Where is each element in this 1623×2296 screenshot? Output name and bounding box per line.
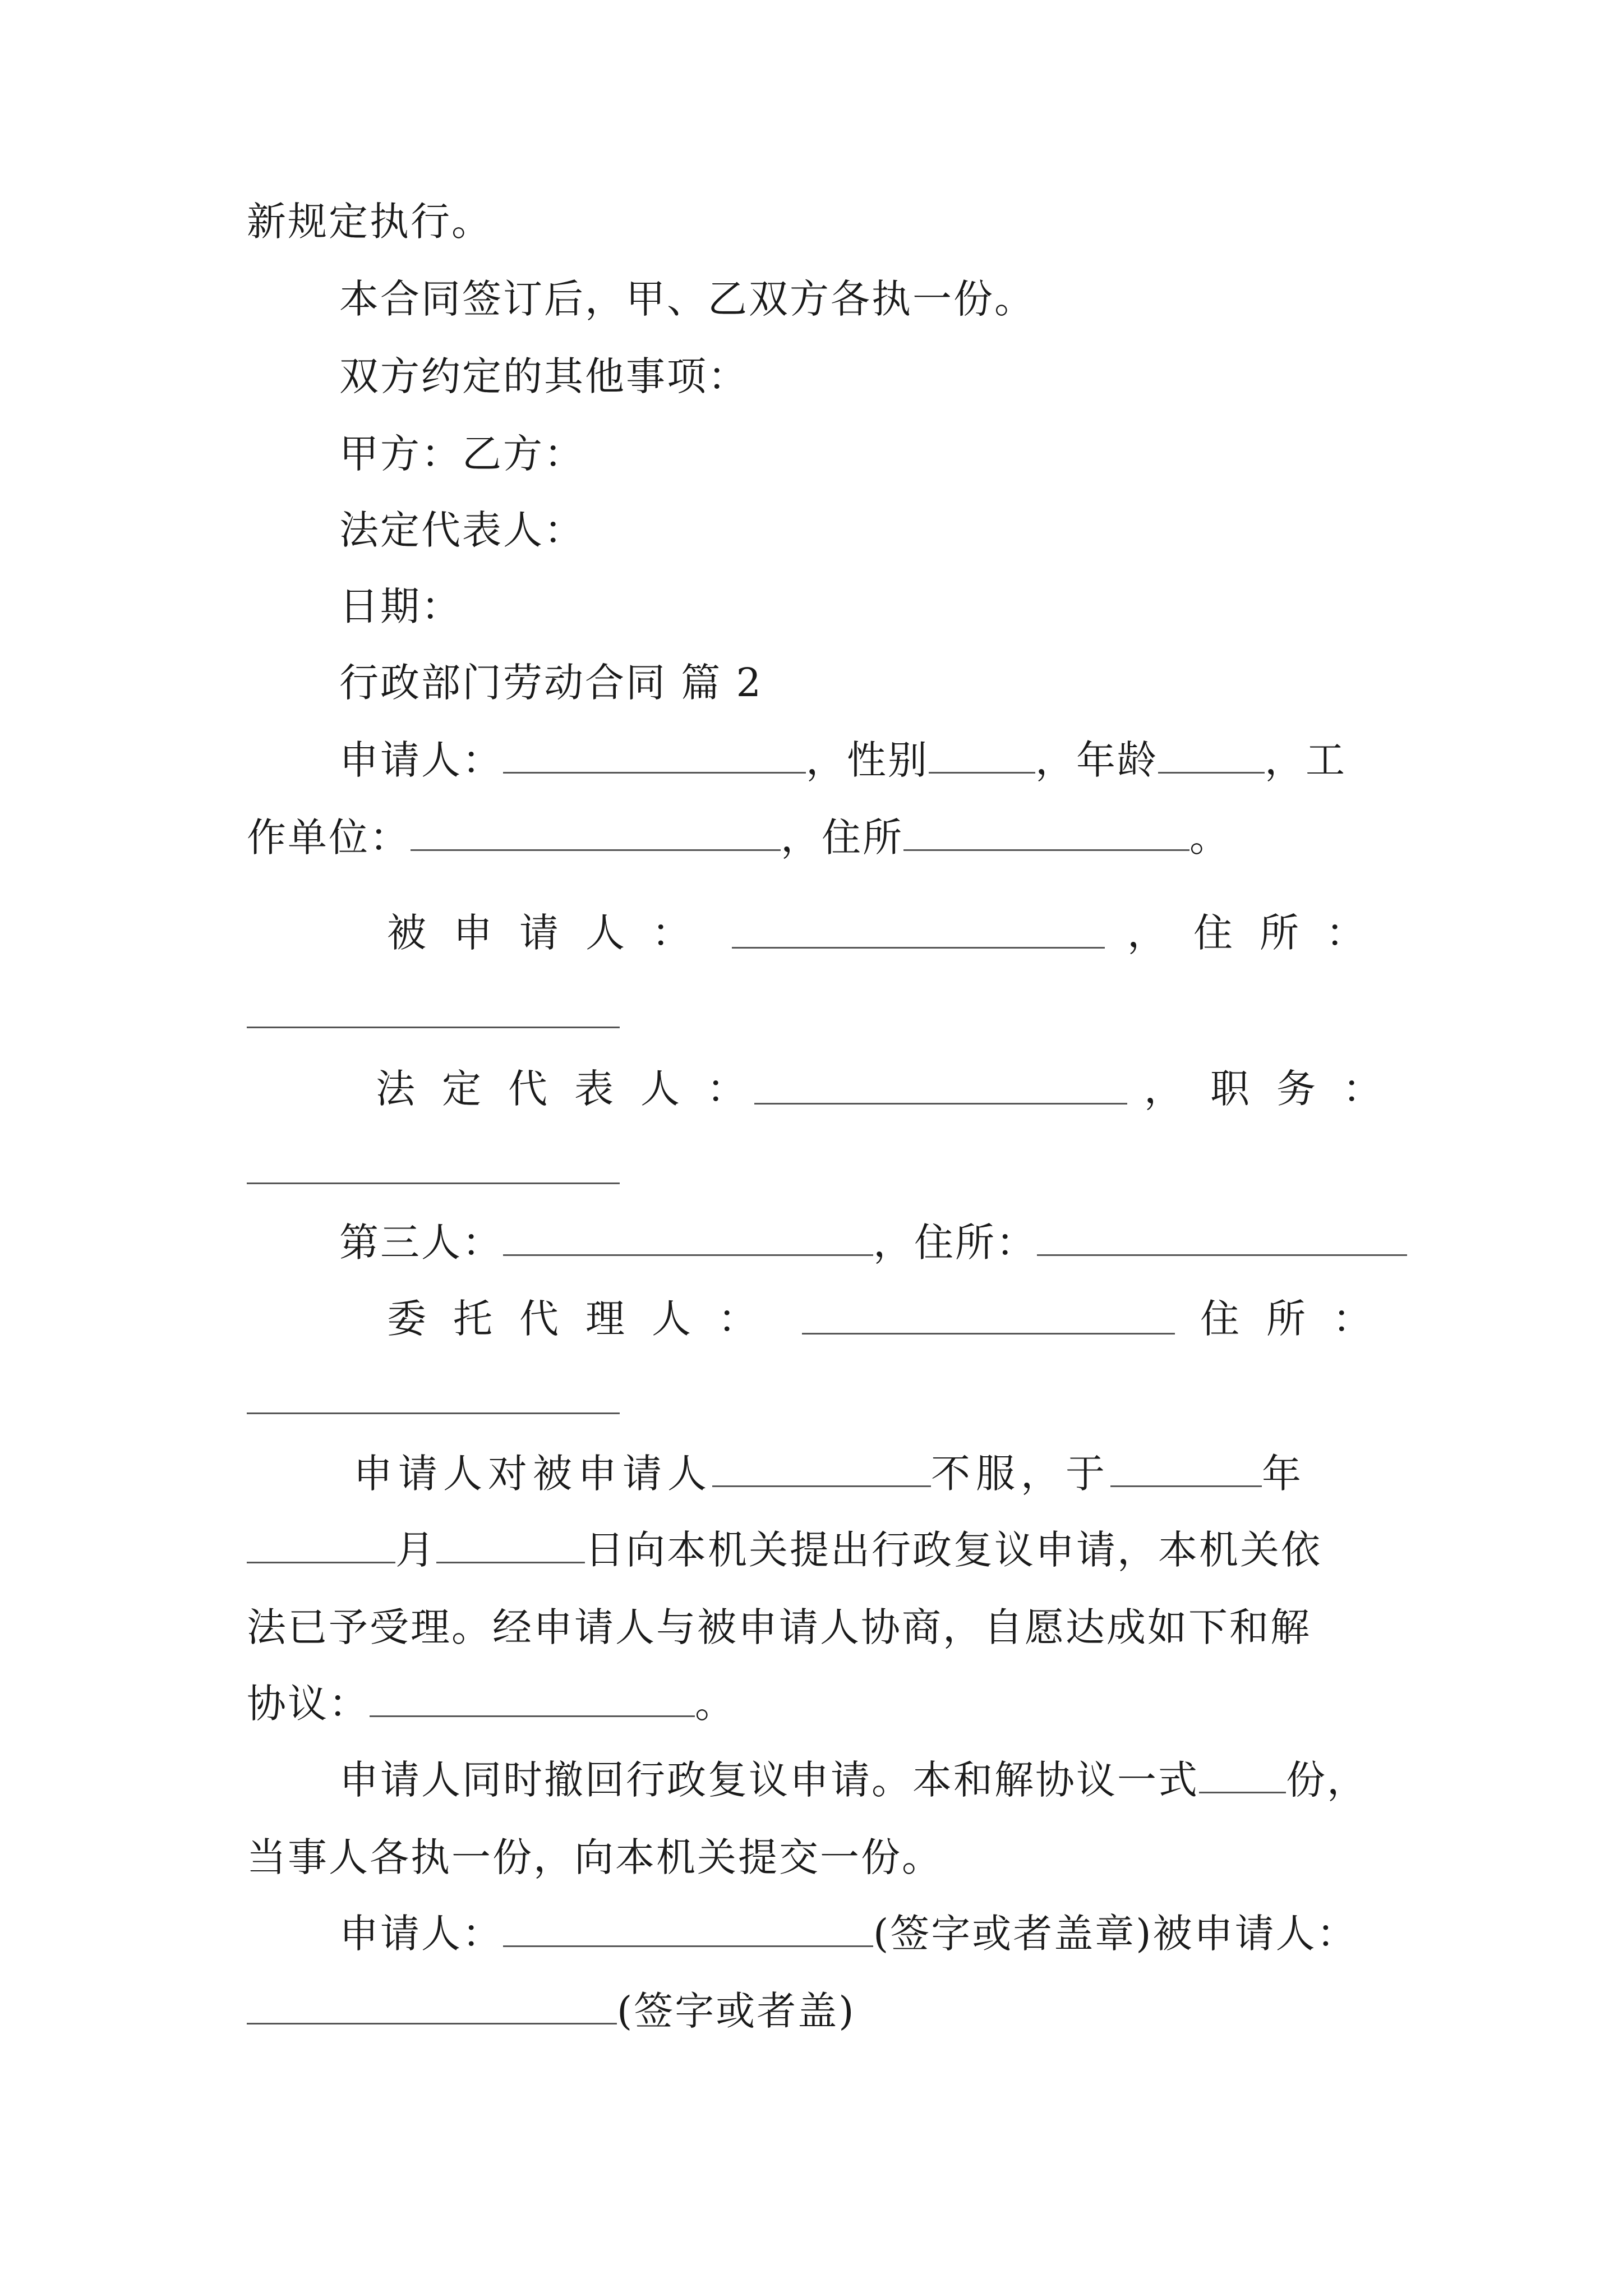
p1-blank-year[interactable] (1110, 1451, 1262, 1487)
paragraph1-line3: 法已予受理。经申请人与被申请人协商，自愿达成如下和解 (247, 1604, 1311, 1650)
agent-line (387, 1294, 784, 1344)
third-party-residence-label: ，住所： (873, 1220, 1037, 1266)
respondent-signature-blank[interactable] (247, 1988, 617, 2024)
legal-rep-blank[interactable] (754, 1103, 1127, 1105)
text-line: 双方约定的其他事项： (339, 353, 749, 399)
work-unit-label: 作单位： (247, 815, 411, 861)
age-blank[interactable] (1158, 737, 1265, 774)
age-label: ，年龄 (1035, 737, 1158, 783)
p1-blank-matter[interactable] (712, 1451, 931, 1487)
text-line: 日期： (339, 583, 462, 629)
signature-label: 申请人： (339, 1911, 503, 1957)
p1-blank-agreement[interactable] (370, 1681, 695, 1717)
p1-text: 协议： (247, 1681, 370, 1727)
p2-blank-copies[interactable] (1199, 1757, 1286, 1793)
residence-label: ，住所 (781, 815, 903, 861)
respondent-residence (1127, 908, 1392, 958)
signature-line-2 (247, 1986, 856, 2036)
text-line: 新规定执行。 (247, 199, 492, 245)
paragraph1-line4 (247, 1678, 736, 1729)
applicant-line (339, 735, 1347, 785)
legal-rep-line (376, 1064, 773, 1114)
paragraph1-line1 (353, 1448, 1307, 1499)
residence-blank[interactable] (903, 815, 1189, 851)
gender-label: ，性别 (806, 737, 929, 783)
agent-residence (1200, 1294, 1399, 1344)
agent-residence-label: 住所： (1200, 1296, 1399, 1342)
work-label: ，工 (1265, 737, 1347, 783)
respondent-residence-blank[interactable] (247, 1027, 620, 1028)
respondent-residence-label: ，住所： (1127, 910, 1392, 956)
p1-text: 年 (1262, 1451, 1307, 1497)
third-party-label: 第三人： (339, 1220, 503, 1266)
applicant-line-2 (247, 812, 1230, 863)
text-line: 本合同签订后，甲、乙双方各执一份。 (339, 276, 1035, 322)
respondent-label: 被申请人： (387, 910, 718, 956)
p2-text: 份， (1286, 1757, 1368, 1803)
agent-blank[interactable] (802, 1333, 1175, 1335)
p2-text: 申请人同时撤回行政复议申请。本和解协议一式 (339, 1757, 1199, 1803)
section-heading: 行政部门劳动合同 篇 2 (339, 660, 763, 706)
position-line (1144, 1064, 1409, 1114)
p1-blank-day[interactable] (436, 1527, 585, 1563)
respondent-name-blank[interactable] (732, 947, 1105, 949)
period: 。 (1189, 815, 1230, 861)
gender-blank[interactable] (929, 737, 1035, 774)
p1-text: 。 (695, 1681, 736, 1727)
p1-text: 日向本机关提出行政复议申请，本机关依 (585, 1527, 1322, 1573)
work-unit-blank[interactable] (411, 815, 781, 851)
signature-text: (签字或者盖) (617, 1988, 856, 2034)
paragraph2-line2: 当事人各执一份，向本机关提交一份。 (247, 1834, 943, 1880)
paragraph2-line1 (339, 1755, 1368, 1805)
signature-text: (签字或者盖章)被申请人： (873, 1911, 1358, 1957)
respondent-line (387, 908, 718, 958)
applicant-signature-blank[interactable] (503, 1911, 873, 1947)
text-line: 法定代表人： (339, 507, 585, 553)
text-line: 甲方：乙方： (339, 431, 585, 477)
p1-text: 月 (395, 1527, 436, 1573)
paragraph1-line2 (247, 1525, 1322, 1575)
agent-residence-blank[interactable] (247, 1412, 620, 1414)
p1-blank-month[interactable] (247, 1527, 395, 1563)
third-party-blank[interactable] (503, 1220, 873, 1256)
p1-text: 申请人对被申请人 (353, 1451, 712, 1497)
legal-rep-label: 法定代表人： (376, 1066, 773, 1112)
position-blank[interactable] (247, 1182, 620, 1184)
applicant-label: 申请人： (339, 737, 503, 783)
agent-label: 委托代理人： (387, 1296, 784, 1342)
applicant-name-blank[interactable] (503, 737, 806, 774)
third-party-line (339, 1217, 1407, 1268)
p1-text: 不服，于 (931, 1451, 1110, 1497)
position-label: ，职务： (1144, 1066, 1409, 1112)
signature-line (339, 1908, 1358, 1959)
third-party-residence-blank[interactable] (1037, 1220, 1407, 1256)
